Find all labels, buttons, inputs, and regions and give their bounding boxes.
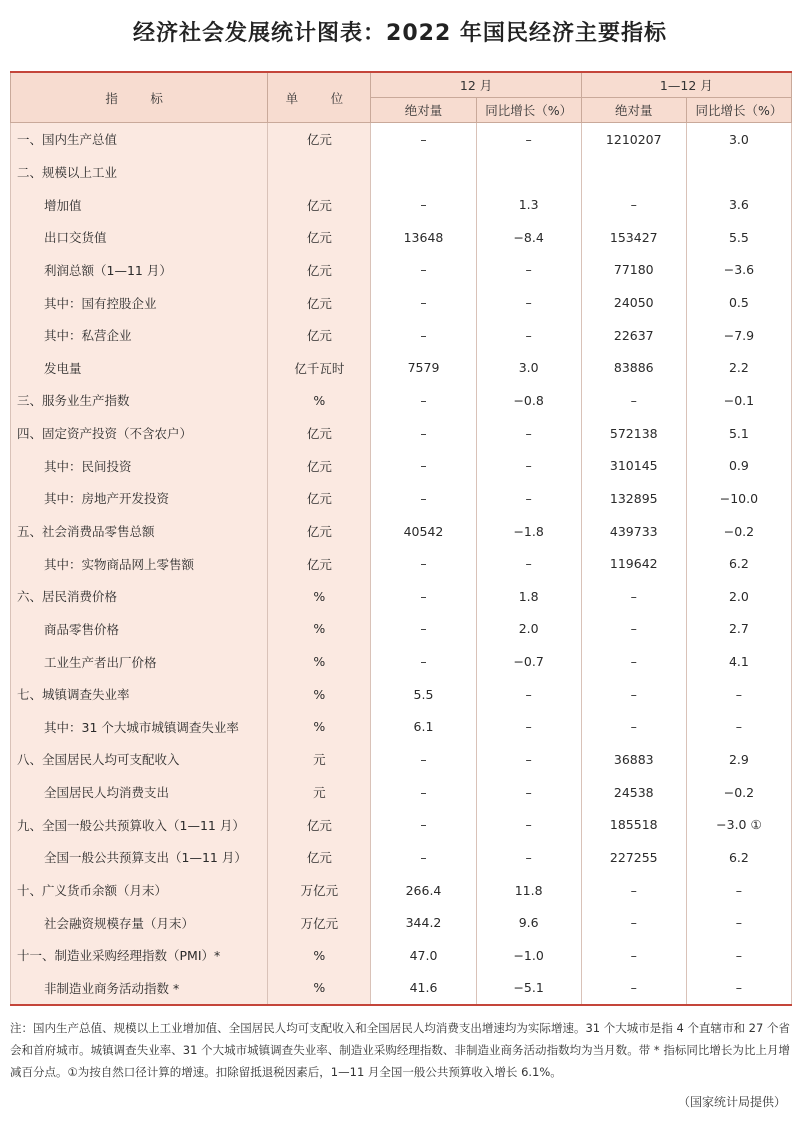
ytd-yoy-cell: −3.0 ① — [686, 808, 791, 841]
dec-absolute-cell: 41.6 — [371, 972, 476, 1006]
ytd-absolute-cell: 24538 — [581, 776, 686, 809]
ytd-absolute-cell: – — [581, 939, 686, 972]
unit-cell: 亿元 — [268, 841, 371, 874]
header-unit: 单 位 — [268, 72, 371, 123]
dec-absolute-cell: 344.2 — [371, 906, 476, 939]
unit-cell: % — [268, 711, 371, 744]
table-row — [11, 939, 792, 972]
unit-cell — [268, 156, 371, 189]
ytd-absolute-cell: 77180 — [581, 254, 686, 287]
ytd-yoy-cell: – — [686, 906, 791, 939]
unit-cell: 亿元 — [268, 547, 371, 580]
unit-cell: 亿元 — [268, 286, 371, 319]
dec-yoy-cell: – — [476, 547, 581, 580]
indicator-cell: 十、广义货币余额（月末） — [11, 874, 268, 907]
ytd-absolute-cell: – — [581, 188, 686, 221]
dec-yoy-cell: – — [476, 449, 581, 482]
table-row — [11, 906, 792, 939]
ytd-yoy-cell: 2.7 — [686, 613, 791, 646]
indicator-cell: 其中：民间投资 — [11, 449, 268, 482]
dec-yoy-cell: −1.8 — [476, 515, 581, 548]
ytd-yoy-cell: 6.2 — [686, 841, 791, 874]
ytd-yoy-cell: 2.0 — [686, 580, 791, 613]
ytd-absolute-cell: – — [581, 972, 686, 1006]
ytd-absolute-cell: 22637 — [581, 319, 686, 352]
indicator-cell: 工业生产者出厂价格 — [11, 645, 268, 678]
unit-cell: 亿元 — [268, 221, 371, 254]
unit-cell: 亿元 — [268, 449, 371, 482]
header-period-ytd: 1—12 月 — [581, 72, 791, 98]
indicator-cell: 七、城镇调查失业率 — [11, 678, 268, 711]
dec-yoy-cell: −0.7 — [476, 645, 581, 678]
ytd-absolute-cell: 310145 — [581, 449, 686, 482]
table-body — [11, 123, 792, 1006]
dec-yoy-cell: – — [476, 417, 581, 450]
dec-yoy-cell: – — [476, 678, 581, 711]
dec-yoy-cell: −5.1 — [476, 972, 581, 1006]
table-row — [11, 515, 792, 548]
ytd-yoy-cell: −7.9 — [686, 319, 791, 352]
dec-absolute-cell: – — [371, 776, 476, 809]
unit-cell: % — [268, 384, 371, 417]
ytd-absolute-cell: 119642 — [581, 547, 686, 580]
table-row — [11, 841, 792, 874]
dec-yoy-cell: – — [476, 286, 581, 319]
ytd-absolute-cell: – — [581, 645, 686, 678]
unit-cell: 亿元 — [268, 482, 371, 515]
dec-absolute-cell: – — [371, 841, 476, 874]
ytd-yoy-cell: 6.2 — [686, 547, 791, 580]
table-row — [11, 221, 792, 254]
ytd-yoy-cell: −3.6 — [686, 254, 791, 287]
unit-cell: 元 — [268, 776, 371, 809]
dec-yoy-cell: 1.3 — [476, 188, 581, 221]
header-period-december: 12 月 — [371, 72, 581, 98]
dec-absolute-cell: 7579 — [371, 351, 476, 384]
unit-cell: 亿元 — [268, 188, 371, 221]
dec-yoy-cell: – — [476, 841, 581, 874]
ytd-yoy-cell: – — [686, 678, 791, 711]
unit-cell: 亿元 — [268, 515, 371, 548]
ytd-absolute-cell — [581, 156, 686, 189]
table-row — [11, 319, 792, 352]
indicator-cell: 商品零售价格 — [11, 613, 268, 646]
indicator-cell: 四、固定资产投资（不含农户） — [11, 417, 268, 450]
ytd-absolute-cell: 1210207 — [581, 123, 686, 156]
ytd-yoy-cell: 5.1 — [686, 417, 791, 450]
dec-yoy-cell: −1.0 — [476, 939, 581, 972]
ytd-absolute-cell: 439733 — [581, 515, 686, 548]
dec-yoy-cell: −8.4 — [476, 221, 581, 254]
dec-absolute-cell: – — [371, 547, 476, 580]
dec-yoy-cell: – — [476, 711, 581, 744]
indicator-cell: 社会融资规模存量（月末） — [11, 906, 268, 939]
indicator-cell: 发电量 — [11, 351, 268, 384]
unit-cell: % — [268, 972, 371, 1006]
ytd-absolute-cell: 572138 — [581, 417, 686, 450]
header-dec-yoy: 同比增长（%） — [476, 98, 581, 123]
unit-cell: 亿元 — [268, 417, 371, 450]
dec-absolute-cell: 13648 — [371, 221, 476, 254]
dec-absolute-cell: 6.1 — [371, 711, 476, 744]
table-row — [11, 384, 792, 417]
page-title: 经济社会发展统计图表：2022 年国民经济主要指标 — [133, 21, 667, 46]
dec-yoy-cell — [476, 156, 581, 189]
dec-absolute-cell: – — [371, 254, 476, 287]
unit-cell: 万亿元 — [268, 906, 371, 939]
ytd-absolute-cell: 185518 — [581, 808, 686, 841]
table-row — [11, 156, 792, 189]
dec-absolute-cell: – — [371, 580, 476, 613]
ytd-yoy-cell: 4.1 — [686, 645, 791, 678]
dec-absolute-cell: – — [371, 417, 476, 450]
ytd-absolute-cell: – — [581, 613, 686, 646]
ytd-yoy-cell: −0.1 — [686, 384, 791, 417]
table-row — [11, 645, 792, 678]
ytd-yoy-cell: 3.6 — [686, 188, 791, 221]
ytd-yoy-cell: 0.5 — [686, 286, 791, 319]
unit-cell: % — [268, 580, 371, 613]
unit-cell: 亿元 — [268, 254, 371, 287]
ytd-yoy-cell: – — [686, 874, 791, 907]
table-row — [11, 613, 792, 646]
ytd-absolute-cell: 153427 — [581, 221, 686, 254]
indicator-cell: 九、全国一般公共预算收入（1—11 月） — [11, 808, 268, 841]
indicator-cell: 六、居民消费价格 — [11, 580, 268, 613]
unit-cell: 亿元 — [268, 319, 371, 352]
table-row — [11, 678, 792, 711]
table-row — [11, 417, 792, 450]
ytd-absolute-cell: 83886 — [581, 351, 686, 384]
indicator-cell: 八、全国居民人均可支配收入 — [11, 743, 268, 776]
dec-yoy-cell: – — [476, 808, 581, 841]
header-ytd-absolute: 绝对量 — [581, 98, 686, 123]
ytd-absolute-cell: 36883 — [581, 743, 686, 776]
ytd-absolute-cell: – — [581, 874, 686, 907]
dec-absolute-cell: – — [371, 482, 476, 515]
table-row — [11, 776, 792, 809]
indicator-cell: 二、规模以上工业 — [11, 156, 268, 189]
dec-yoy-cell: – — [476, 254, 581, 287]
indicator-cell: 全国一般公共预算支出（1—11 月） — [11, 841, 268, 874]
header-dec-absolute: 绝对量 — [371, 98, 476, 123]
dec-yoy-cell: – — [476, 776, 581, 809]
unit-cell: 万亿元 — [268, 874, 371, 907]
ytd-yoy-cell: 3.0 — [686, 123, 791, 156]
dec-absolute-cell: – — [371, 743, 476, 776]
table-row — [11, 580, 792, 613]
ytd-yoy-cell: 2.9 — [686, 743, 791, 776]
dec-yoy-cell: – — [476, 743, 581, 776]
unit-cell: % — [268, 678, 371, 711]
indicator-cell: 全国居民人均消费支出 — [11, 776, 268, 809]
dec-absolute-cell: – — [371, 384, 476, 417]
table-row — [11, 188, 792, 221]
indicator-cell: 其中：房地产开发投资 — [11, 482, 268, 515]
indicator-cell: 一、国内生产总值 — [11, 123, 268, 156]
ytd-yoy-cell: – — [686, 939, 791, 972]
footnote: 注：国内生产总值、规模以上工业增加值、全国居民人均可支配收入和全国居民人均消费支出增速均为实际增速。31 个大城市是指 4 个直辖市和 27 个省会和首府城市。城镇调查失业率、31 个大城市城镇调查失业率、制造业采购经理指数、非制造业商务活动指数均为当月数。带 * 指标同比增长为比上月增减百分点。①为按自然口径计算的增速。扣除留抵退税因素后，1—11 月全国一般公共预算收入增长 6.1%。 — [10, 1021, 790, 1079]
indicator-cell: 三、服务业生产指数 — [11, 384, 268, 417]
ytd-yoy-cell: −0.2 — [686, 776, 791, 809]
dec-yoy-cell: – — [476, 319, 581, 352]
table-row — [11, 351, 792, 384]
dec-yoy-cell: 11.8 — [476, 874, 581, 907]
dec-absolute-cell: – — [371, 613, 476, 646]
table-row — [11, 254, 792, 287]
indicator-cell: 十一、制造业采购经理指数（PMI）* — [11, 939, 268, 972]
table-row — [11, 449, 792, 482]
table-row — [11, 743, 792, 776]
unit-cell: 亿元 — [268, 808, 371, 841]
indicator-cell: 其中：国有控股企业 — [11, 286, 268, 319]
header-indicator: 指 标 — [11, 72, 268, 123]
dec-yoy-cell: 3.0 — [476, 351, 581, 384]
ytd-yoy-cell: −10.0 — [686, 482, 791, 515]
ytd-absolute-cell: – — [581, 580, 686, 613]
table-row — [11, 711, 792, 744]
table-row — [11, 972, 792, 1006]
unit-cell: 元 — [268, 743, 371, 776]
indicator-cell: 非制造业商务活动指数 * — [11, 972, 268, 1006]
ytd-absolute-cell: 227255 — [581, 841, 686, 874]
table-row — [11, 874, 792, 907]
table-row — [11, 547, 792, 580]
dec-absolute-cell: 47.0 — [371, 939, 476, 972]
dec-yoy-cell: – — [476, 123, 581, 156]
ytd-absolute-cell: 132895 — [581, 482, 686, 515]
dec-absolute-cell: – — [371, 123, 476, 156]
ytd-yoy-cell: – — [686, 972, 791, 1006]
indicator-cell: 五、社会消费品零售总额 — [11, 515, 268, 548]
table-header — [11, 72, 792, 123]
header-ytd-yoy: 同比增长（%） — [686, 98, 791, 123]
indicator-cell: 其中：31 个大城市城镇调查失业率 — [11, 711, 268, 744]
indicator-cell: 增加值 — [11, 188, 268, 221]
dec-absolute-cell — [371, 156, 476, 189]
dec-absolute-cell: – — [371, 319, 476, 352]
dec-absolute-cell: – — [371, 449, 476, 482]
dec-yoy-cell: – — [476, 482, 581, 515]
indicator-cell: 出口交货值 — [11, 221, 268, 254]
indicator-cell: 利润总额（1—11 月） — [11, 254, 268, 287]
unit-cell: 亿千瓦时 — [268, 351, 371, 384]
ytd-absolute-cell: – — [581, 678, 686, 711]
dec-absolute-cell: – — [371, 808, 476, 841]
dec-yoy-cell: 1.8 — [476, 580, 581, 613]
ytd-yoy-cell: 5.5 — [686, 221, 791, 254]
dec-yoy-cell: 2.0 — [476, 613, 581, 646]
table-row — [11, 286, 792, 319]
ytd-yoy-cell: 0.9 — [686, 449, 791, 482]
dec-absolute-cell: 40542 — [371, 515, 476, 548]
dec-absolute-cell: – — [371, 188, 476, 221]
indicator-cell: 其中：实物商品网上零售额 — [11, 547, 268, 580]
ytd-yoy-cell — [686, 156, 791, 189]
ytd-absolute-cell: 24050 — [581, 286, 686, 319]
table-row — [11, 482, 792, 515]
dec-yoy-cell: 9.6 — [476, 906, 581, 939]
ytd-absolute-cell: – — [581, 711, 686, 744]
ytd-absolute-cell: – — [581, 384, 686, 417]
ytd-yoy-cell: 2.2 — [686, 351, 791, 384]
ytd-yoy-cell: – — [686, 711, 791, 744]
dec-absolute-cell: – — [371, 645, 476, 678]
table-row — [11, 123, 792, 156]
unit-cell: 亿元 — [268, 123, 371, 156]
dec-absolute-cell: 266.4 — [371, 874, 476, 907]
unit-cell: % — [268, 613, 371, 646]
unit-cell: % — [268, 939, 371, 972]
table-row — [11, 808, 792, 841]
dec-absolute-cell: – — [371, 286, 476, 319]
unit-cell: % — [268, 645, 371, 678]
indicator-cell: 其中：私营企业 — [11, 319, 268, 352]
indicators-table — [10, 71, 792, 1006]
ytd-absolute-cell: – — [581, 906, 686, 939]
ytd-yoy-cell: −0.2 — [686, 515, 791, 548]
source-credit: （国家统计局提供） — [677, 1095, 786, 1109]
dec-yoy-cell: −0.8 — [476, 384, 581, 417]
dec-absolute-cell: 5.5 — [371, 678, 476, 711]
